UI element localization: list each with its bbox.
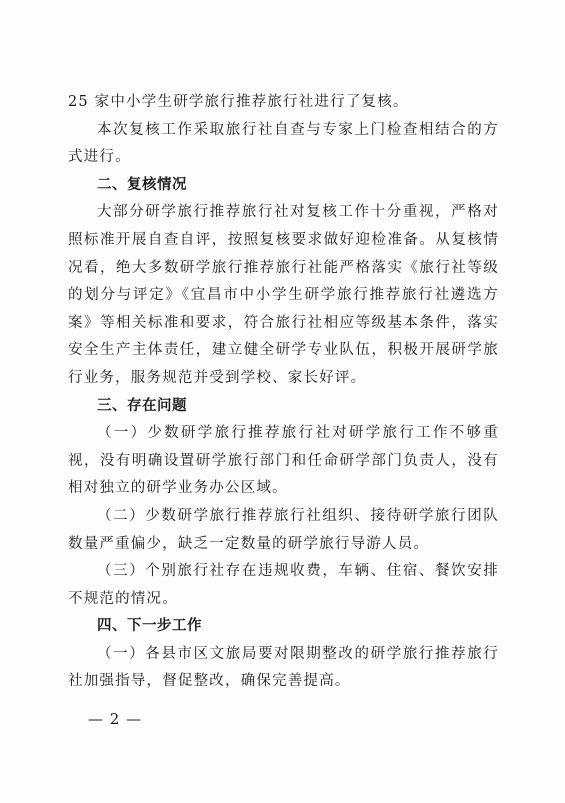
paragraph-intro: 25 家中小学生研学旅行推荐旅行社进行了复核。: [68, 94, 409, 110]
paragraph-review-status: 大部分研学旅行推荐旅行社对复核工作十分重视，严格对照标准开展自查自评，按照复核要求做好迎检准备。从复核情况看，绝大多数研学旅行推荐旅行社能严格落实《旅行社等级的划分与评定》《宜昌市中小学生研学旅行推荐旅行社遴选方案》等相关标准和要求，符合旅行社相应等级基本条件，落实安全生产主体责任，建立健全研学专业队伍，积极开展研学旅行业务，服务规范并受到学校、家长好评。: [68, 204, 499, 386]
paragraph-method: 本次复核工作采取旅行社自查与专家上门检查相结合的方式进行。: [68, 121, 499, 166]
paragraph-issue-2: （二）少数研学旅行推荐旅行社组织、接待研学旅行团队数量严重偏少，缺乏一定数量的研学旅行导游人员。: [68, 507, 499, 552]
paragraph-issue-1: （一）少数研学旅行推荐旅行社对研学旅行工作不够重视，没有明确设置研学旅行部门和任命研学部门负责人，没有相对独立的研学业务办公区域。: [68, 425, 499, 497]
paragraph-issue-3: （三）个别旅行社存在违规收费，车辆、住宿、餐饮安排不规范的情况。: [68, 563, 499, 607]
page-number: — 2 —: [88, 710, 143, 728]
document-body: [68, 89, 499, 696]
section-heading-review: 二、复核情况: [97, 176, 187, 193]
section-heading-issues: 三、存在问题: [97, 397, 187, 414]
section-heading-next-steps: 四、下一步工作: [97, 618, 202, 635]
paragraph-next-step-1: （一）各县市区文旅局要对限期整改的研学旅行推荐旅行社加强指导，督促整改，确保完善提高。: [68, 645, 499, 690]
